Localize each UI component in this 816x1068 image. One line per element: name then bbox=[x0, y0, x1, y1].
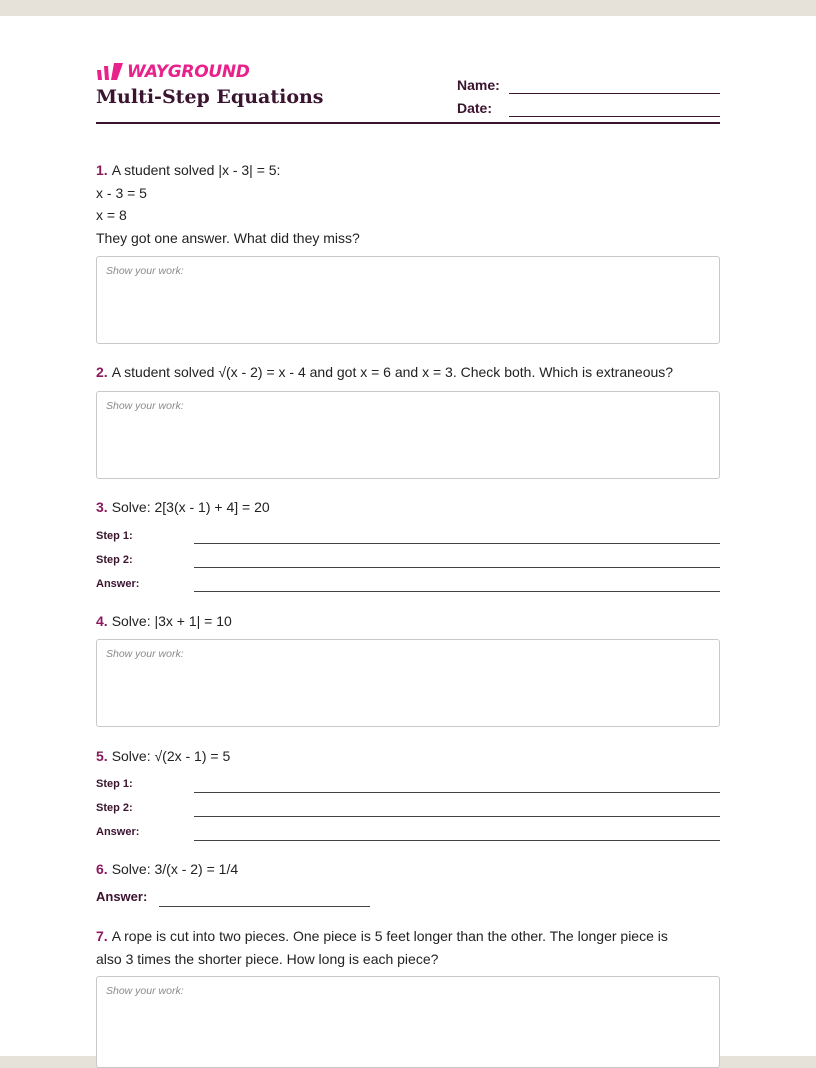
question-text: also 3 times the shorter piece. How long is each piece? bbox=[96, 950, 439, 967]
step-1-line[interactable] bbox=[194, 528, 720, 544]
step-2-line[interactable] bbox=[194, 552, 720, 568]
step-2-line[interactable] bbox=[194, 801, 720, 817]
question-number: 3. bbox=[96, 499, 108, 515]
answer-line[interactable] bbox=[159, 890, 370, 907]
step-2-label: Step 2: bbox=[96, 554, 133, 566]
step-1-line[interactable] bbox=[194, 777, 720, 793]
question-number: 7. bbox=[96, 928, 108, 944]
question-number: 1. bbox=[96, 162, 108, 178]
question-5 bbox=[96, 745, 720, 768]
question-number: 4. bbox=[96, 613, 108, 629]
question-text: Solve: 2[3(x - 1) + 4] = 20 bbox=[111, 499, 270, 515]
work-box-4[interactable] bbox=[96, 639, 720, 727]
question-text: Solve: |3x + 1| = 10 bbox=[111, 613, 232, 629]
question-text: Solve: √(2x - 1) = 5 bbox=[111, 748, 231, 764]
answer-line[interactable] bbox=[194, 576, 720, 592]
question-text: x = 8 bbox=[96, 207, 127, 223]
name-field[interactable] bbox=[509, 93, 720, 94]
step-2-label: Step 2: bbox=[96, 802, 133, 814]
header-divider bbox=[96, 122, 720, 124]
answer-line[interactable] bbox=[194, 825, 720, 841]
work-box-7[interactable] bbox=[96, 976, 720, 1068]
step-1-label: Step 1: bbox=[96, 778, 133, 790]
name-label: Name: bbox=[457, 77, 500, 93]
answer-label: Answer: bbox=[96, 826, 140, 838]
work-box-2[interactable] bbox=[96, 391, 720, 479]
name-row bbox=[457, 77, 720, 97]
date-row bbox=[457, 100, 720, 120]
answer-label: Answer: bbox=[96, 889, 148, 904]
question-7 bbox=[96, 925, 720, 970]
work-placeholder: Show your work: bbox=[106, 400, 184, 412]
date-field[interactable] bbox=[509, 116, 720, 117]
question-2 bbox=[96, 361, 720, 384]
question-text: A student solved |x - 3| = 5: bbox=[111, 162, 281, 178]
question-number: 2. bbox=[96, 364, 108, 380]
work-box-1[interactable] bbox=[96, 256, 720, 344]
question-text: Solve: 3/(x - 2) = 1/4 bbox=[111, 861, 239, 877]
work-placeholder: Show your work: bbox=[106, 648, 184, 660]
date-label: Date: bbox=[457, 100, 493, 116]
work-placeholder: Show your work: bbox=[106, 985, 184, 997]
question-text: x - 3 = 5 bbox=[96, 184, 147, 201]
question-6 bbox=[96, 858, 720, 881]
answer-label: Answer: bbox=[96, 578, 140, 590]
question-4 bbox=[96, 610, 720, 633]
work-placeholder: Show your work: bbox=[106, 265, 184, 277]
question-number: 5. bbox=[96, 748, 108, 764]
logo-text: WAYGROUND bbox=[127, 62, 250, 82]
question-text: They got one answer. What did they miss? bbox=[96, 229, 360, 246]
question-number: 6. bbox=[96, 861, 108, 877]
brand-logo bbox=[96, 62, 250, 82]
wayground-logo-icon bbox=[96, 62, 124, 82]
question-1 bbox=[96, 159, 720, 249]
page-title: Multi-Step Equations bbox=[96, 86, 324, 108]
question-3 bbox=[96, 496, 720, 519]
question-text: A rope is cut into two pieces. One piece is 5 feet longer than the other. The longer piece is bbox=[111, 928, 668, 944]
step-1-label: Step 1: bbox=[96, 530, 133, 542]
question-text: A student solved √(x - 2) = x - 4 and got x = 6 and x = 3. Check both. Which is extraneous? bbox=[111, 364, 674, 380]
